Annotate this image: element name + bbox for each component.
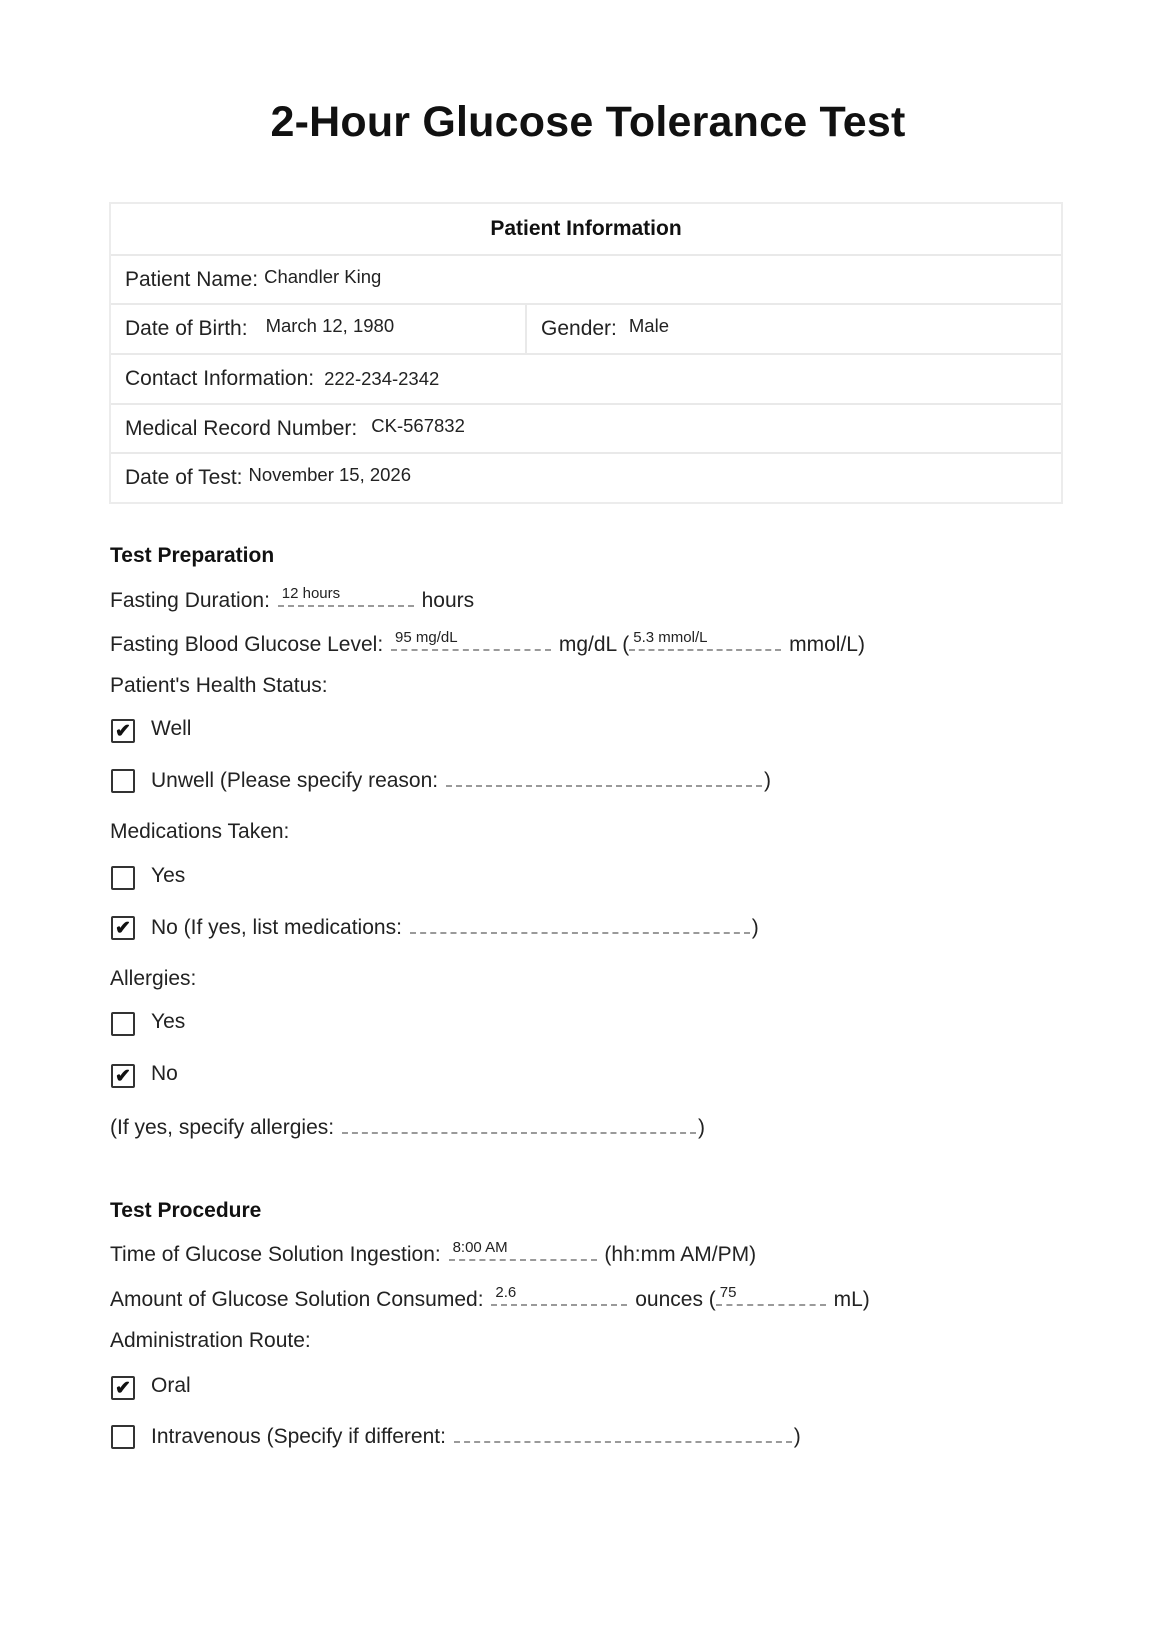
dob-value[interactable]: March 12, 1980	[265, 315, 395, 337]
fasting-glucose-mgdl-field[interactable]	[391, 631, 551, 651]
medications-yes-checkbox[interactable]	[111, 866, 135, 890]
check-icon: ✔	[115, 917, 131, 939]
amount-oz-field[interactable]	[491, 1286, 627, 1306]
oral-checkbox[interactable]	[111, 1376, 135, 1400]
allergies-specify-field[interactable]	[342, 1114, 696, 1134]
amount-consumed-line	[110, 1286, 870, 1312]
medications-list-field[interactable]	[410, 914, 750, 934]
patient-name-row	[111, 254, 1061, 304]
allergies-label: Allergies:	[110, 967, 197, 990]
test-procedure-heading: Test Procedure	[110, 1199, 262, 1222]
fasting-glucose-mmol-unit: mmol/L)	[789, 633, 865, 656]
allergies-specify-line	[110, 1114, 705, 1140]
fasting-duration-field[interactable]	[278, 587, 414, 607]
amount-ml-field[interactable]	[716, 1286, 826, 1306]
check-icon: ✔	[115, 1065, 131, 1087]
check-icon: ✔	[115, 720, 131, 742]
allergies-yes-checkbox[interactable]	[111, 1012, 135, 1036]
intravenous-close: )	[793, 1425, 801, 1448]
fasting-duration-label: Fasting Duration:	[110, 589, 270, 612]
test-date-row	[111, 452, 1061, 502]
amount-ml-value: 75	[719, 1284, 737, 1301]
dob-gender-row	[111, 303, 1061, 353]
patient-information-header: Patient Information	[490, 216, 682, 240]
fasting-duration-value: 12 hours	[281, 585, 341, 602]
intravenous-label: Intravenous (Specify if different:	[151, 1425, 446, 1448]
allergies-yes-label: Yes	[151, 1010, 186, 1033]
fasting-glucose-label: Fasting Blood Glucose Level:	[110, 633, 384, 656]
contact-value[interactable]: 222-234-2342	[324, 367, 440, 389]
check-icon: ✔	[115, 1377, 131, 1399]
patient-information-table	[109, 202, 1063, 504]
oral-label: Oral	[151, 1374, 191, 1397]
gender-value[interactable]: Male	[628, 315, 669, 337]
medications-close: )	[751, 916, 759, 939]
patient-name-value[interactable]: Chandler King	[264, 265, 382, 287]
fasting-duration-unit: hours	[421, 589, 475, 612]
unwell-close: )	[763, 769, 771, 792]
health-status-label: Patient's Health Status:	[110, 674, 328, 697]
mrn-row	[111, 403, 1061, 453]
intravenous-checkbox[interactable]	[111, 1425, 135, 1449]
dob-label: Date of Birth:	[125, 317, 248, 341]
ingestion-time-label: Time of Glucose Solution Ingestion:	[110, 1243, 441, 1266]
amount-consumed-label: Amount of Glucose Solution Consumed:	[110, 1288, 484, 1311]
unwell-label: Unwell (Please specify reason:	[151, 769, 439, 792]
mrn-value[interactable]: CK-567832	[371, 414, 465, 436]
contact-row	[111, 353, 1061, 403]
amount-oz-value: 2.6	[495, 1284, 517, 1301]
medications-no-label: No (If yes, list medications:	[151, 916, 402, 939]
allergies-specify-label: (If yes, specify allergies:	[110, 1116, 335, 1139]
fasting-glucose-mgdl-unit: mg/dL (	[558, 633, 630, 656]
administration-route-label: Administration Route:	[110, 1329, 311, 1352]
unwell-checkbox[interactable]	[111, 769, 135, 793]
medications-label: Medications Taken:	[110, 820, 290, 843]
test-date-label: Date of Test:	[125, 466, 243, 490]
test-date-value[interactable]: November 15, 2026	[248, 464, 412, 486]
amount-ml-unit: mL)	[833, 1288, 870, 1311]
medications-no-line	[151, 914, 759, 940]
unwell-line	[151, 767, 771, 793]
fasting-glucose-mgdl-value: 95 mg/dL	[395, 629, 458, 646]
ingestion-time-format: (hh:mm AM/PM)	[604, 1243, 757, 1266]
allergies-no-checkbox[interactable]	[111, 1064, 135, 1088]
well-label: Well	[151, 717, 192, 740]
well-checkbox[interactable]	[111, 719, 135, 743]
fasting-glucose-mmol-field[interactable]	[629, 631, 781, 651]
patient-name-label: Patient Name:	[125, 267, 259, 291]
intravenous-line	[151, 1423, 801, 1449]
medications-no-checkbox[interactable]	[111, 916, 135, 940]
ingestion-time-field[interactable]	[449, 1241, 597, 1261]
intravenous-specify-field[interactable]	[454, 1423, 792, 1443]
fasting-duration-line	[110, 587, 474, 613]
page-title: 2-Hour Glucose Tolerance Test	[270, 98, 906, 146]
fasting-glucose-mmol-value: 5.3 mmol/L	[633, 629, 708, 646]
allergies-no-label: No	[151, 1062, 178, 1085]
test-preparation-heading: Test Preparation	[110, 544, 275, 567]
gender-label: Gender:	[541, 317, 617, 341]
unwell-reason-field[interactable]	[446, 767, 762, 787]
amount-oz-unit: ounces (	[635, 1288, 716, 1311]
allergies-specify-close: )	[697, 1116, 705, 1139]
ingestion-time-line	[110, 1241, 756, 1267]
contact-label: Contact Information:	[125, 366, 315, 390]
medications-yes-label: Yes	[151, 864, 186, 887]
ingestion-time-value: 8:00 AM	[452, 1239, 508, 1256]
mrn-label: Medical Record Number:	[125, 416, 358, 440]
fasting-glucose-line	[110, 631, 865, 657]
